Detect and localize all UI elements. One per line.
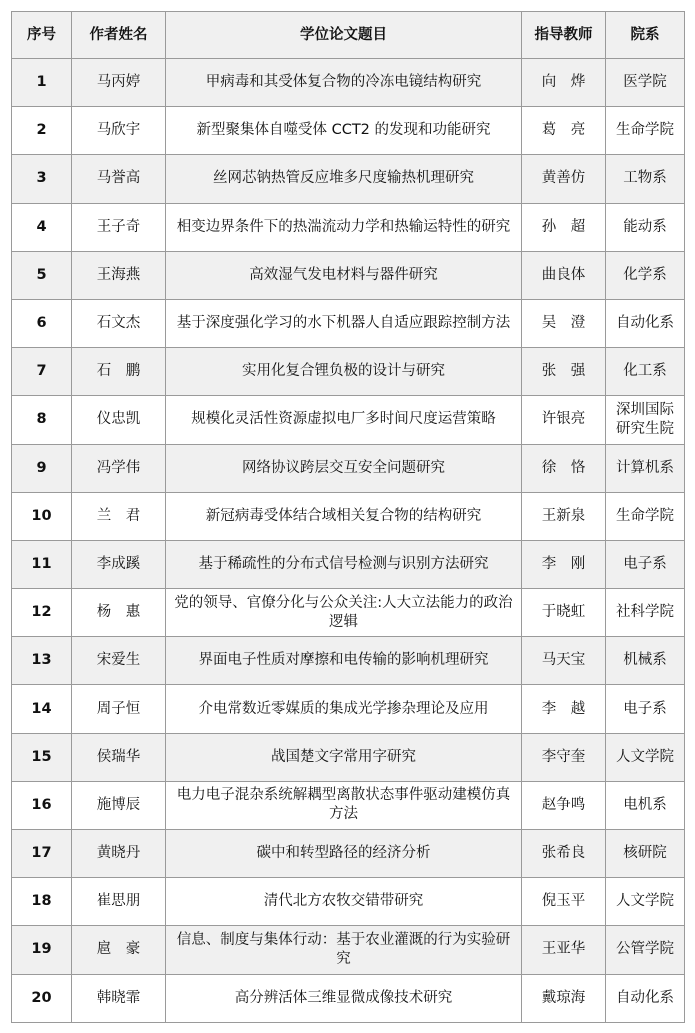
- department: 社科学院: [606, 589, 685, 637]
- row-number: 12: [12, 589, 72, 637]
- table-row: [12, 299, 685, 347]
- header-row: [12, 12, 685, 59]
- thesis-title: 新冠病毒受体结合域相关复合物的结构研究: [166, 492, 522, 540]
- department: 生命学院: [606, 492, 685, 540]
- table-row: [12, 878, 685, 926]
- row-number: 5: [12, 251, 72, 299]
- table-row: [12, 781, 685, 829]
- department: 工物系: [606, 155, 685, 203]
- department: 化工系: [606, 348, 685, 396]
- row-number: 13: [12, 637, 72, 685]
- advisor-name: 李 刚: [522, 540, 606, 588]
- table-row: [12, 107, 685, 155]
- author-name: 王子奇: [72, 203, 166, 251]
- row-number: 15: [12, 733, 72, 781]
- advisor-name: 李 越: [522, 685, 606, 733]
- department: 机械系: [606, 637, 685, 685]
- thesis-title: 丝网芯钠热管反应堆多尺度输热机理研究: [166, 155, 522, 203]
- table-row: [12, 444, 685, 492]
- header-author: 作者姓名: [72, 12, 166, 59]
- table-row: [12, 348, 685, 396]
- table-row: [12, 540, 685, 588]
- row-number: 18: [12, 878, 72, 926]
- header-title: 学位论文题目: [166, 12, 522, 59]
- thesis-title: 高效湿气发电材料与器件研究: [166, 251, 522, 299]
- author-name: 杨 惠: [72, 589, 166, 637]
- table-row: [12, 155, 685, 203]
- row-number: 11: [12, 540, 72, 588]
- header-no: 序号: [12, 12, 72, 59]
- author-name: 兰 君: [72, 492, 166, 540]
- table-row: [12, 59, 685, 107]
- author-name: 石 鹏: [72, 348, 166, 396]
- author-name: 扈 豪: [72, 926, 166, 974]
- author-name: 施博辰: [72, 781, 166, 829]
- thesis-title: 甲病毒和其受体复合物的冷冻电镜结构研究: [166, 59, 522, 107]
- department: 自动化系: [606, 299, 685, 347]
- advisor-name: 葛 亮: [522, 107, 606, 155]
- table-row: [12, 396, 685, 444]
- department: 计算机系: [606, 444, 685, 492]
- advisor-name: 王新泉: [522, 492, 606, 540]
- table-row: [12, 589, 685, 637]
- author-name: 李成蹊: [72, 540, 166, 588]
- row-number: 14: [12, 685, 72, 733]
- department: 医学院: [606, 59, 685, 107]
- row-number: 7: [12, 348, 72, 396]
- table-row: [12, 203, 685, 251]
- thesis-title: 新型聚集体自噬受体 CCT2 的发现和功能研究: [166, 107, 522, 155]
- table-row: [12, 685, 685, 733]
- row-number: 16: [12, 781, 72, 829]
- advisor-name: 王亚华: [522, 926, 606, 974]
- author-name: 仪忠凯: [72, 396, 166, 444]
- author-name: 侯瑞华: [72, 733, 166, 781]
- author-name: 马欣宇: [72, 107, 166, 155]
- advisor-name: 李守奎: [522, 733, 606, 781]
- thesis-title: 战国楚文字常用字研究: [166, 733, 522, 781]
- thesis-table: [11, 11, 685, 1023]
- advisor-name: 张希良: [522, 830, 606, 878]
- thesis-title: 规模化灵活性资源虚拟电厂多时间尺度运营策略: [166, 396, 522, 444]
- advisor-name: 黄善仿: [522, 155, 606, 203]
- thesis-title: 基于深度强化学习的水下机器人自适应跟踪控制方法: [166, 299, 522, 347]
- advisor-name: 赵争鸣: [522, 781, 606, 829]
- table-row: [12, 733, 685, 781]
- thesis-title: 党的领导、官僚分化与公众关注:人大立法能力的政治逻辑: [166, 589, 522, 637]
- thesis-title: 电力电子混杂系统解耦型离散状态事件驱动建模仿真方法: [166, 781, 522, 829]
- department: 电子系: [606, 540, 685, 588]
- author-name: 宋爱生: [72, 637, 166, 685]
- author-name: 马丙婷: [72, 59, 166, 107]
- table-row: [12, 637, 685, 685]
- advisor-name: 许银亮: [522, 396, 606, 444]
- thesis-title: 网络协议跨层交互安全问题研究: [166, 444, 522, 492]
- table-row: [12, 974, 685, 1022]
- row-number: 3: [12, 155, 72, 203]
- advisor-name: 曲良体: [522, 251, 606, 299]
- author-name: 冯学伟: [72, 444, 166, 492]
- advisor-name: 孙 超: [522, 203, 606, 251]
- thesis-title: 实用化复合锂负极的设计与研究: [166, 348, 522, 396]
- advisor-name: 倪玉平: [522, 878, 606, 926]
- advisor-name: 于晓虹: [522, 589, 606, 637]
- advisor-name: 向 烨: [522, 59, 606, 107]
- department: 电子系: [606, 685, 685, 733]
- author-name: 黄晓丹: [72, 830, 166, 878]
- author-name: 王海燕: [72, 251, 166, 299]
- thesis-title: 清代北方农牧交错带研究: [166, 878, 522, 926]
- row-number: 20: [12, 974, 72, 1022]
- thesis-title: 基于稀疏性的分布式信号检测与识别方法研究: [166, 540, 522, 588]
- department: 人文学院: [606, 878, 685, 926]
- row-number: 6: [12, 299, 72, 347]
- advisor-name: 马天宝: [522, 637, 606, 685]
- author-name: 崔思朋: [72, 878, 166, 926]
- department: 深圳国际研究生院: [606, 396, 685, 444]
- row-number: 17: [12, 830, 72, 878]
- table-row: [12, 251, 685, 299]
- author-name: 石文杰: [72, 299, 166, 347]
- row-number: 10: [12, 492, 72, 540]
- department: 生命学院: [606, 107, 685, 155]
- department: 人文学院: [606, 733, 685, 781]
- advisor-name: 吴 澄: [522, 299, 606, 347]
- row-number: 9: [12, 444, 72, 492]
- row-number: 2: [12, 107, 72, 155]
- department: 公管学院: [606, 926, 685, 974]
- advisor-name: 戴琼海: [522, 974, 606, 1022]
- table-row: [12, 926, 685, 974]
- department: 自动化系: [606, 974, 685, 1022]
- row-number: 4: [12, 203, 72, 251]
- row-number: 19: [12, 926, 72, 974]
- department: 化学系: [606, 251, 685, 299]
- author-name: 马誉高: [72, 155, 166, 203]
- table-row: [12, 492, 685, 540]
- header-advisor: 指导教师: [522, 12, 606, 59]
- row-number: 8: [12, 396, 72, 444]
- header-dept: 院系: [606, 12, 685, 59]
- department: 能动系: [606, 203, 685, 251]
- advisor-name: 张 强: [522, 348, 606, 396]
- author-name: 韩晓霏: [72, 974, 166, 1022]
- thesis-title: 碳中和转型路径的经济分析: [166, 830, 522, 878]
- thesis-title: 相变边界条件下的热湍流动力学和热输运特性的研究: [166, 203, 522, 251]
- thesis-title: 介电常数近零媒质的集成光学掺杂理论及应用: [166, 685, 522, 733]
- advisor-name: 徐 恪: [522, 444, 606, 492]
- author-name: 周子恒: [72, 685, 166, 733]
- thesis-title: 界面电子性质对摩擦和电传输的影响机理研究: [166, 637, 522, 685]
- row-number: 1: [12, 59, 72, 107]
- thesis-title: 信息、制度与集体行动：基于农业灌溉的行为实验研究: [166, 926, 522, 974]
- table-body: [12, 59, 685, 1023]
- table-row: [12, 830, 685, 878]
- department: 电机系: [606, 781, 685, 829]
- department: 核研院: [606, 830, 685, 878]
- thesis-title: 高分辨活体三维显微成像技术研究: [166, 974, 522, 1022]
